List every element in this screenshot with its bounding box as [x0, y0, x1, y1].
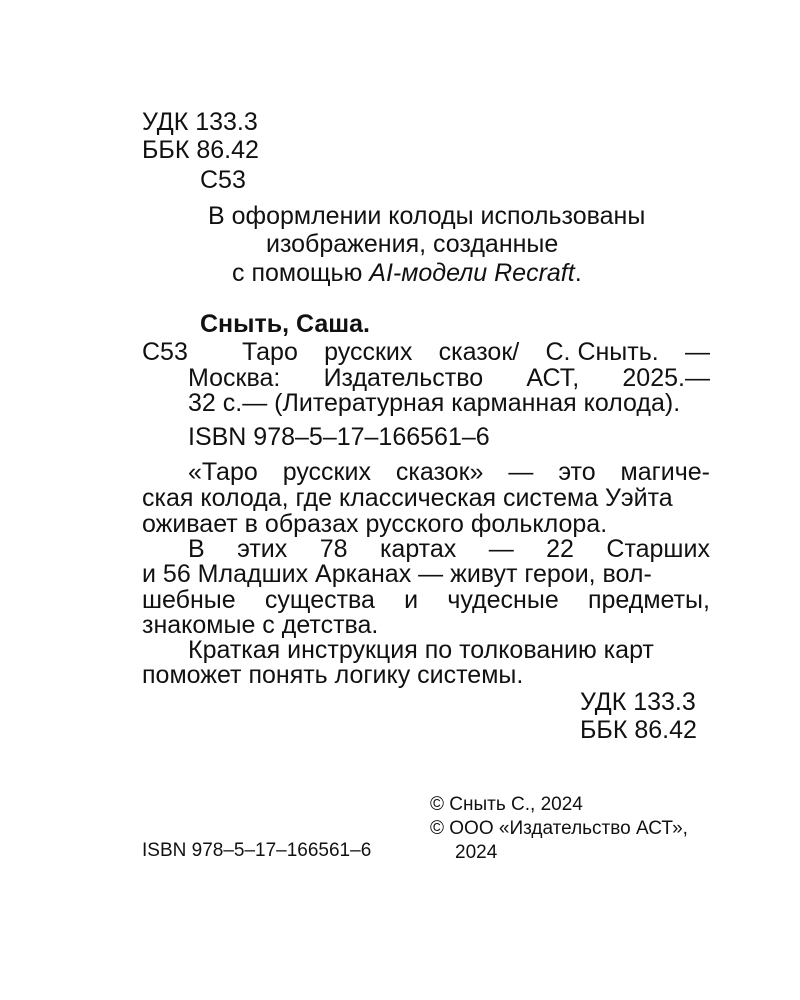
footer-isbn: ISBN 978–5–17–166561–6	[142, 840, 372, 861]
copyright-year: 2024	[455, 842, 498, 863]
annotation-p1-line-1: «Таро русских сказок» — это магиче-	[188, 458, 710, 486]
model-name: AI-модели Recraft	[369, 259, 575, 287]
entry-author: Сныть, Саша.	[200, 310, 370, 338]
entry-line-2: Москва: Издательство АСТ, 2025.—	[188, 364, 710, 392]
copyright-publisher: © ООО «Издательство АСТ»,	[430, 818, 688, 839]
annotation-p3-line-2: поможет понять логику системы.	[142, 661, 524, 689]
udk-code: УДК 133.3	[142, 108, 258, 136]
note-line-3: с помощью AI-модели Recraft.	[232, 259, 582, 287]
footer-bbk-code: ББК 86.42	[580, 716, 697, 744]
annotation-p1-line-2: ская колода, где классическая система Уэйта	[142, 484, 673, 512]
entry-line-3: 32 с.— (Литературная карманная колода).	[188, 389, 681, 417]
annotation-p1-line-3: оживает в образах русского фольклора.	[142, 510, 608, 538]
annotation-p2-line-3: шебные существа и чудесные предметы,	[142, 586, 710, 614]
annotation-p2-line-2: и 56 Младших Арканах — живут герои, вол-	[142, 560, 652, 588]
entry-isbn: ISBN 978–5–17–166561–6	[188, 423, 490, 451]
footer-udk-code: УДК 133.3	[580, 688, 696, 716]
copyright-author: © Сныть С., 2024	[430, 794, 583, 815]
author-mark: С53	[200, 166, 246, 194]
entry-line-1: Таро русских сказок/ С. Сныть. —	[242, 338, 710, 366]
note-line-1: В оформлении колоды использованы	[208, 202, 646, 230]
note-line-2: изображения, созданные	[266, 230, 559, 258]
entry-code: С53	[142, 338, 188, 366]
bbk-code: ББК 86.42	[142, 136, 259, 164]
annotation-p3-line-1: Краткая инструкция по толкованию карт	[188, 636, 654, 664]
annotation-p2-line-4: знакомые с детства.	[142, 611, 379, 639]
annotation-p2-line-1: В этих 78 картах — 22 Старших	[188, 535, 710, 563]
